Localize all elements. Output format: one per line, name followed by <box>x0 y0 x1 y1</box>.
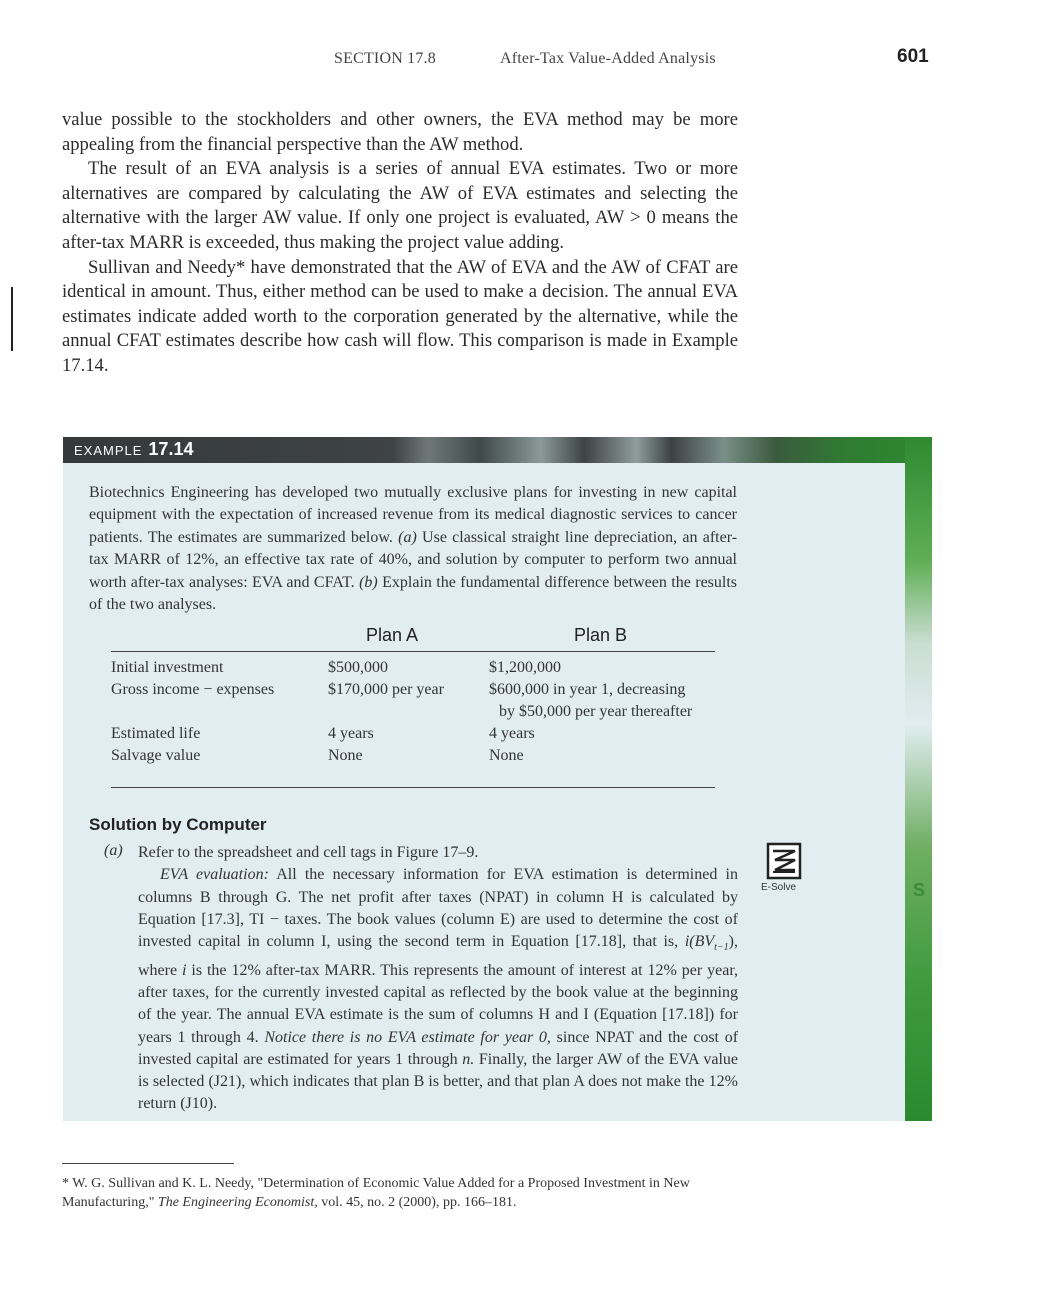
eva-text-5: Finally, the larger AW of the EVA value is selected (J21), which indicates that plan B is better, and that plan A does not make the 12% return (J10). <box>138 1050 738 1113</box>
eva-i: i <box>182 961 187 979</box>
solution-heading: Solution by Computer <box>89 815 267 834</box>
table-cell-plan-b-cont: by $50,000 per year thereafter <box>499 703 693 720</box>
example-word: EXAMPLE <box>74 443 143 458</box>
eva-formula-main: i(BV <box>684 933 715 951</box>
eva-paragraph <box>138 864 738 1115</box>
change-bar <box>11 287 13 351</box>
solution-part-label: (a) <box>104 842 123 859</box>
body-text <box>62 108 738 379</box>
footnote <box>62 1174 762 1212</box>
paragraph-3: Sullivan and Needy* have demonstrated that the AW of EVA and the AW of CFAT are identical in amount. Thus, either method can be used to make a decision. The annual EVA estimates indicate added worth to the corporation generated by the alternative, while the annual CFAT estimates describe how cash will flow. This comparison is made in Example 17.14. <box>62 256 738 376</box>
paragraph-2: The result of an EVA analysis is a series of annual EVA estimates. Two or more alternatives are compared by calculating the AW of EVA estimates and selecting the alternative with the larger AW value. If only one project is evaluated, AW > 0 means the after-tax MARR is exceeded, thus making the project value adding. <box>62 158 738 253</box>
eva-heading: EVA evaluation: <box>160 866 269 884</box>
eva-notice: Notice there is no EVA estimate for year 0, <box>264 1028 551 1046</box>
part-a-label: (a) <box>398 528 417 546</box>
table-cell-plan-a: None <box>328 747 363 764</box>
table-cell-plan-b: None <box>489 747 524 764</box>
solution-line-1: Refer to the spreadsheet and cell tags in Figure 17–9. <box>138 844 479 861</box>
table-cell-plan-b: 4 years <box>489 725 535 742</box>
eva-text-2: where <box>138 961 178 979</box>
eva-text-4: since NPAT and the cost of invested capital are estimated for years 1 through <box>138 1028 739 1068</box>
table-cell-plan-a: $170,000 per year <box>328 681 444 698</box>
problem-text-3: Explain the fundamental difference between the results of the two analyses. <box>89 573 738 614</box>
table-row-label: Initial investment <box>111 659 224 676</box>
part-b-label: (b) <box>359 573 378 591</box>
paragraph-1: value possible to the stockholders and other owners, the EVA method may be more appealing from the financial perspective than the AW method. <box>62 109 738 155</box>
example-number: 17.14 <box>148 439 194 459</box>
eva-n: n. <box>462 1050 475 1068</box>
table-cell-plan-a: 4 years <box>328 725 374 742</box>
table-bottom-rule <box>111 787 715 788</box>
example-side-band <box>905 437 932 1121</box>
table-top-rule <box>111 651 715 652</box>
table-header-plan-b: Plan B <box>574 625 628 645</box>
running-head-title: After-Tax Value-Added Analysis <box>500 50 716 67</box>
eva-formula-end: ), <box>728 933 738 951</box>
eva-text-1: All the necessary information for EVA estimation is determined in columns B through G. The net profit after taxes (NPAT) in column H is calculated by Equation [17.3], TI − taxes. The book values (column E) are used to determine the cost of invested capital in column I, using the second term in Equation [17.18], that is, <box>138 866 738 951</box>
solution-text <box>138 842 738 1116</box>
table-cell-plan-a: $500,000 <box>328 659 388 676</box>
problem-text-2: Use classical straight line depreciation, an after-tax MARR of 12%, an effective tax rate of 40%, and solution by computer to perform two annual worth after-tax analyses: EVA and CFAT. <box>89 528 738 591</box>
e-solve-label: E-Solve <box>761 882 797 893</box>
side-band-letter: S <box>913 880 926 900</box>
running-head-section: SECTION 17.8 <box>334 50 436 67</box>
eva-formula <box>684 933 729 954</box>
table-row-label: Estimated life <box>111 725 201 742</box>
table-header-plan-a: Plan A <box>366 625 419 645</box>
example-problem <box>89 482 737 616</box>
footnote-journal: The Engineering Economist, <box>157 1195 318 1210</box>
page-number: 601 <box>897 46 929 67</box>
problem-text-1: Biotechnics Engineering has developed two mutually exclusive plans for investing in new capital equipment with the expectation of increased revenue from its medical diagnostic services to cancer patients. The estimates are summarized below. <box>89 484 737 546</box>
eva-formula-sub: t−1 <box>714 942 729 954</box>
footnote-text-1: * W. G. Sullivan and K. L. Needy, "Determination of Economic Value Added for a Proposed Investment in New Manufacturing," <box>62 1176 690 1210</box>
eva-text-3: is the 12% after-tax MARR. This represents the amount of interest at 12% per year, after taxes, for the currently invested capital as reflected by the book value at the beginning of the year. The annual EVA estimate is the sum of columns H and I (Equation [17.18]) for years 1 through 4. <box>138 961 738 1046</box>
table-row-label: Gross income − expenses <box>111 681 275 698</box>
footnote-rule <box>62 1163 234 1164</box>
footnote-text-2: vol. 45, no. 2 (2000), pp. 166–181. <box>321 1195 517 1210</box>
table-cell-plan-b: $1,200,000 <box>489 659 561 676</box>
example-label <box>74 439 193 460</box>
table-cell-plan-b: $600,000 in year 1, decreasing <box>489 681 686 698</box>
e-solve-icon <box>766 842 802 880</box>
table-row-label: Salvage value <box>111 747 201 764</box>
